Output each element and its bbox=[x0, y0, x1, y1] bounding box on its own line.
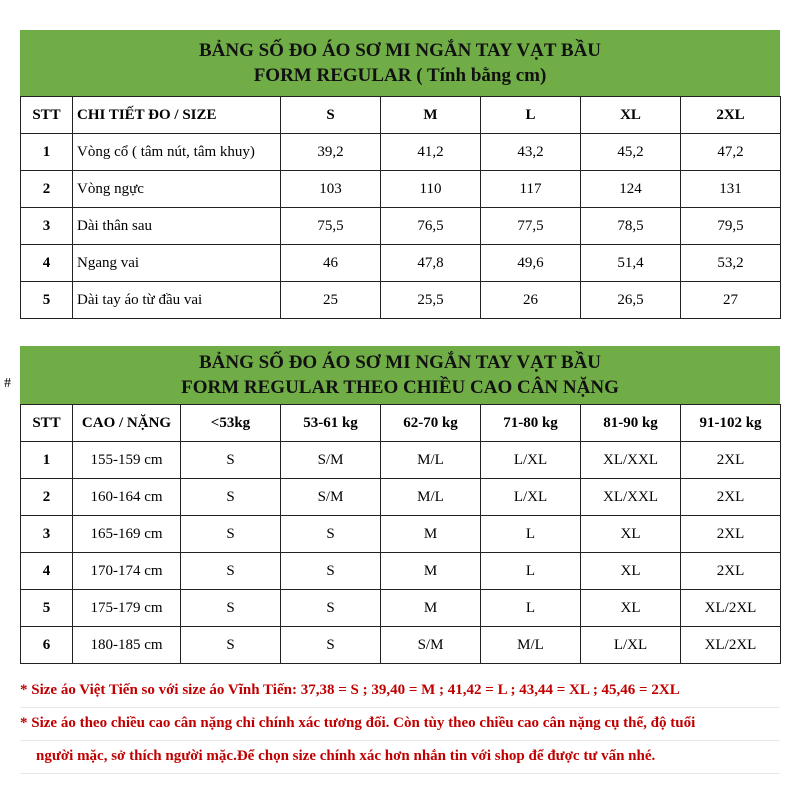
table-cell: XL bbox=[581, 553, 681, 590]
table-cell: M bbox=[381, 590, 481, 627]
table-cell: XL/XXL bbox=[581, 442, 681, 479]
table-cell: XL bbox=[581, 590, 681, 627]
column-header: 62-70 kg bbox=[381, 405, 481, 442]
table-cell: 155-159 cm bbox=[73, 442, 181, 479]
table-cell: 43,2 bbox=[481, 134, 581, 171]
table-cell: 2XL bbox=[681, 479, 781, 516]
table-cell: 180-185 cm bbox=[73, 627, 181, 664]
table-cell: XL/2XL bbox=[681, 627, 781, 664]
table-cell: L bbox=[481, 516, 581, 553]
column-header: 91-102 kg bbox=[681, 405, 781, 442]
header-row bbox=[21, 405, 781, 442]
table-title bbox=[20, 346, 780, 404]
table-cell: S bbox=[281, 590, 381, 627]
table-row bbox=[21, 208, 781, 245]
column-header: 71-80 kg bbox=[481, 405, 581, 442]
table-cell: 2XL bbox=[681, 516, 781, 553]
notes bbox=[20, 675, 780, 774]
table-cell: 103 bbox=[281, 171, 381, 208]
title-line-1: BẢNG SỐ ĐO ÁO SƠ MI NGẮN TAY VẠT BẦU bbox=[198, 40, 602, 61]
table-cell: S bbox=[181, 442, 281, 479]
table-cell: S bbox=[281, 553, 381, 590]
table-cell: 5 bbox=[21, 590, 73, 627]
column-header: L bbox=[481, 97, 581, 134]
title-line-2: FORM REGULAR ( Tính bằng cm) bbox=[253, 65, 547, 86]
table-cell: 110 bbox=[381, 171, 481, 208]
table-cell: 77,5 bbox=[481, 208, 581, 245]
table-row bbox=[21, 282, 781, 319]
hash-marker: # bbox=[4, 376, 11, 391]
table-row bbox=[21, 553, 781, 590]
table-cell: 79,5 bbox=[681, 208, 781, 245]
table-row bbox=[21, 245, 781, 282]
table-cell: 2XL bbox=[681, 553, 781, 590]
table-cell: 4 bbox=[21, 553, 73, 590]
table-cell: 46 bbox=[281, 245, 381, 282]
table-cell: 78,5 bbox=[581, 208, 681, 245]
table-row bbox=[21, 590, 781, 627]
table-cell: L/XL bbox=[481, 442, 581, 479]
column-header: STT bbox=[21, 405, 73, 442]
table-cell: 1 bbox=[21, 134, 73, 171]
table-cell: L/XL bbox=[481, 479, 581, 516]
table-cell: 41,2 bbox=[381, 134, 481, 171]
note-brand-comparison: * Size áo Việt Tiến so với size áo Vĩnh Tiến: 37,38 = S ; 39,40 = M ; 41,42 = L ; 43,44 = XL ; 45,46 = 2XL bbox=[20, 675, 780, 708]
header-row bbox=[21, 97, 781, 134]
column-header: S bbox=[281, 97, 381, 134]
table-cell: 51,4 bbox=[581, 245, 681, 282]
table-cell: 47,2 bbox=[681, 134, 781, 171]
table-cell: Dài thân sau bbox=[73, 208, 281, 245]
table-cell: XL/XXL bbox=[581, 479, 681, 516]
table-cell: 4 bbox=[21, 245, 73, 282]
table-cell: M bbox=[381, 553, 481, 590]
size-table-regular bbox=[20, 30, 780, 319]
column-header: 53-61 kg bbox=[281, 405, 381, 442]
column-header: XL bbox=[581, 97, 681, 134]
table-cell: 124 bbox=[581, 171, 681, 208]
table-cell: 25 bbox=[281, 282, 381, 319]
table-row bbox=[21, 442, 781, 479]
table-cell: XL bbox=[581, 516, 681, 553]
note-accuracy-cont: người mặc, sở thích người mặc.Để chọn size chính xác hơn nhắn tin với shop để được tư vấn nhé. bbox=[20, 741, 780, 774]
table-cell: 26,5 bbox=[581, 282, 681, 319]
table-cell: 75,5 bbox=[281, 208, 381, 245]
column-header: CHI TIẾT ĐO / SIZE bbox=[73, 97, 281, 134]
table-cell: 45,2 bbox=[581, 134, 681, 171]
table-cell: S bbox=[181, 479, 281, 516]
column-header: CAO / NẶNG bbox=[73, 405, 181, 442]
table-cell: 53,2 bbox=[681, 245, 781, 282]
table-cell: L bbox=[481, 553, 581, 590]
table-cell: S bbox=[281, 516, 381, 553]
table-cell: 2XL bbox=[681, 442, 781, 479]
table-cell: 39,2 bbox=[281, 134, 381, 171]
table-cell: S bbox=[181, 627, 281, 664]
table-row bbox=[21, 479, 781, 516]
table-cell: Ngang vai bbox=[73, 245, 281, 282]
column-header: M bbox=[381, 97, 481, 134]
title-line-1: BẢNG SỐ ĐO ÁO SƠ MI NGẮN TAY VẠT BẦU bbox=[198, 352, 602, 373]
table-cell: M/L bbox=[481, 627, 581, 664]
column-header: <53kg bbox=[181, 405, 281, 442]
measurement-table bbox=[20, 96, 781, 319]
table-cell: M bbox=[381, 516, 481, 553]
table-cell: 117 bbox=[481, 171, 581, 208]
table-cell: 165-169 cm bbox=[73, 516, 181, 553]
table-cell: 27 bbox=[681, 282, 781, 319]
table-cell: S bbox=[181, 590, 281, 627]
table-cell: 170-174 cm bbox=[73, 553, 181, 590]
table-cell: 25,5 bbox=[381, 282, 481, 319]
table-cell: M/L bbox=[381, 479, 481, 516]
table-cell: 76,5 bbox=[381, 208, 481, 245]
table-cell: 2 bbox=[21, 479, 73, 516]
table-cell: 131 bbox=[681, 171, 781, 208]
table-cell: 160-164 cm bbox=[73, 479, 181, 516]
table-cell: L/XL bbox=[581, 627, 681, 664]
table-cell: Vòng cổ ( tâm nút, tâm khuy) bbox=[73, 134, 281, 171]
table-cell: 5 bbox=[21, 282, 73, 319]
table-row bbox=[21, 627, 781, 664]
table-cell: 49,6 bbox=[481, 245, 581, 282]
table-row bbox=[21, 171, 781, 208]
height-weight-table bbox=[20, 404, 781, 664]
table-cell: S bbox=[281, 627, 381, 664]
title-line-2: FORM REGULAR THEO CHIỀU CAO CÂN NẶNG bbox=[181, 377, 619, 398]
table-cell: L bbox=[481, 590, 581, 627]
table-cell: S bbox=[181, 516, 281, 553]
table-cell: S bbox=[181, 553, 281, 590]
table-cell: S/M bbox=[281, 442, 381, 479]
table-cell: XL/2XL bbox=[681, 590, 781, 627]
table-title bbox=[20, 30, 780, 96]
table-cell: 6 bbox=[21, 627, 73, 664]
column-header: 81-90 kg bbox=[581, 405, 681, 442]
column-header: 2XL bbox=[681, 97, 781, 134]
table-cell: Vòng ngực bbox=[73, 171, 281, 208]
table-cell: S/M bbox=[281, 479, 381, 516]
table-cell: 26 bbox=[481, 282, 581, 319]
note-accuracy: * Size áo theo chiều cao cân nặng chỉ chính xác tương đối. Còn tùy theo chiều cao cân nặng cụ thể, độ tuổi bbox=[20, 708, 780, 741]
column-header: STT bbox=[21, 97, 73, 134]
table-cell: M/L bbox=[381, 442, 481, 479]
table-cell: 3 bbox=[21, 208, 73, 245]
table-cell: 1 bbox=[21, 442, 73, 479]
table-row bbox=[21, 516, 781, 553]
table-cell: S/M bbox=[381, 627, 481, 664]
table-row bbox=[21, 134, 781, 171]
table-cell: Dài tay áo từ đầu vai bbox=[73, 282, 281, 319]
table-cell: 47,8 bbox=[381, 245, 481, 282]
table-cell: 175-179 cm bbox=[73, 590, 181, 627]
size-table-height-weight bbox=[20, 346, 780, 664]
table-cell: 2 bbox=[21, 171, 73, 208]
table-cell: 3 bbox=[21, 516, 73, 553]
